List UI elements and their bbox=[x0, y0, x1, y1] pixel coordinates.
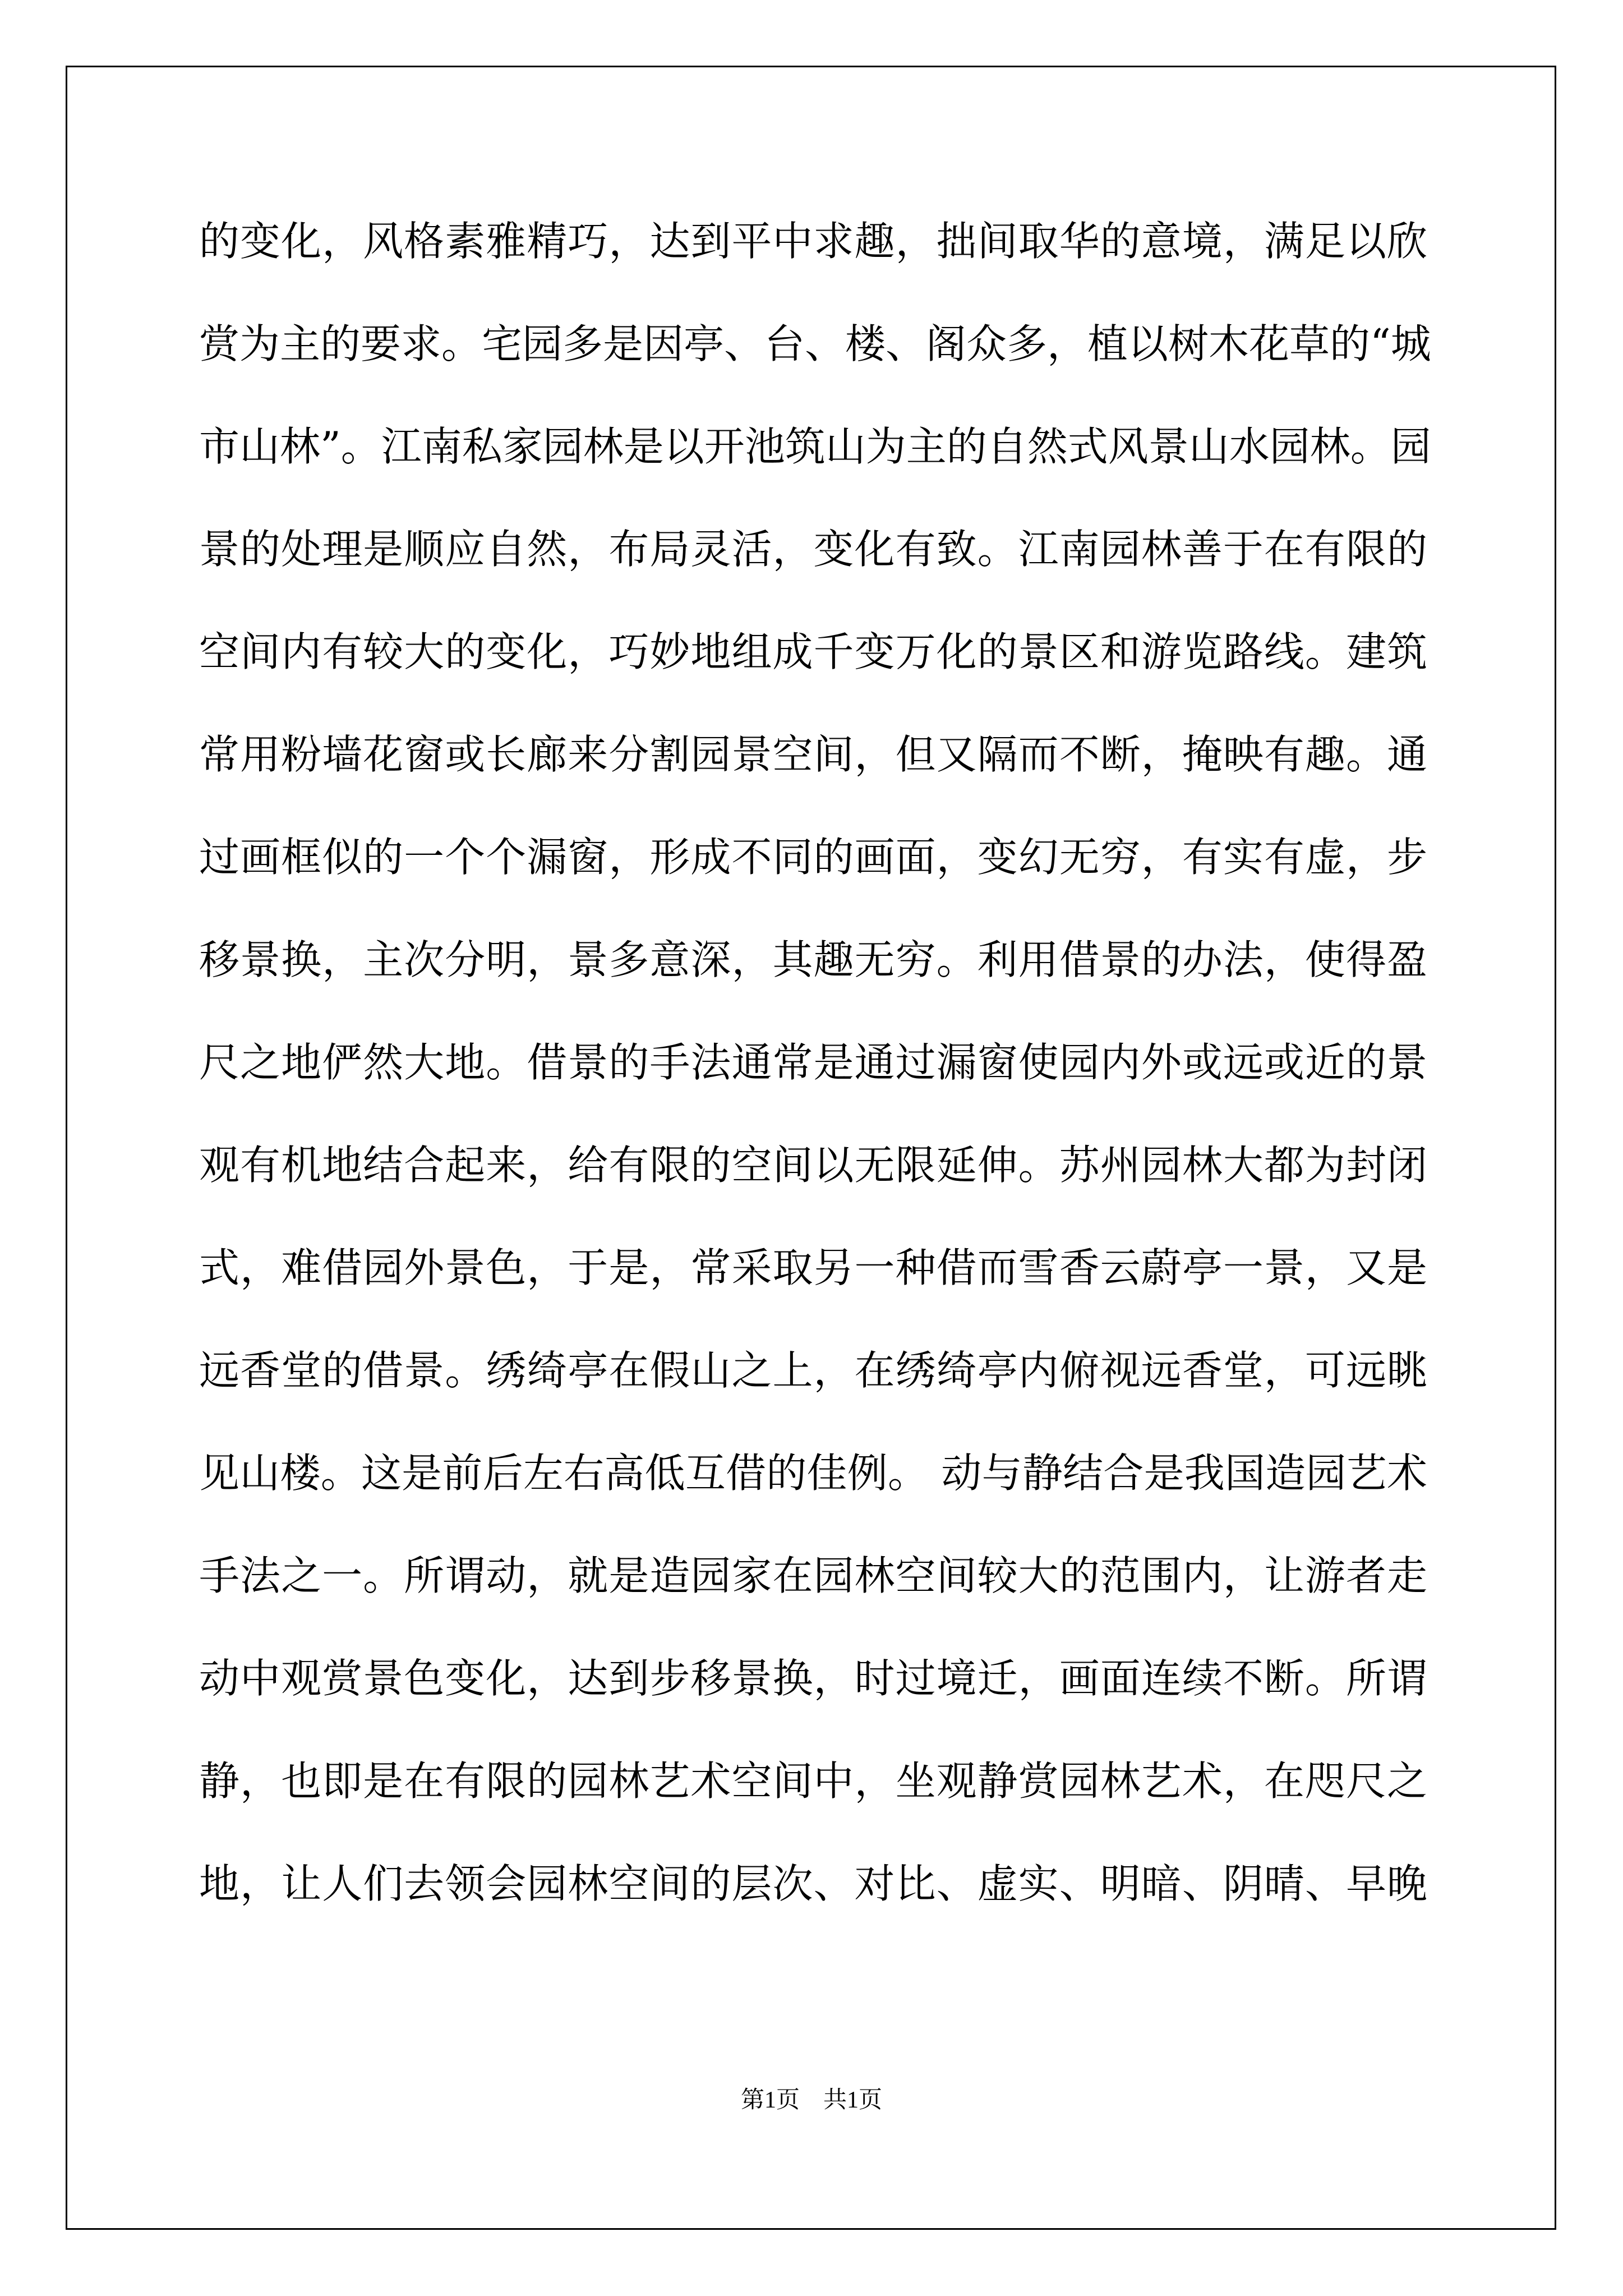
text-line-7: 过画框似的一个个漏窗，形成不同的画面，变幻无穷，有实有虚，步 bbox=[199, 834, 1427, 881]
text-line-17: 地，让人们去领会园林空间的层次、对比、虚实、明暗、阴晴、早晚 bbox=[199, 1860, 1427, 1907]
text-line-8: 移景换，主次分明，景多意深，其趣无穷。利用借景的办法，使得盈 bbox=[199, 936, 1427, 983]
text-line-2: 赏为主的要求。宅园多是因亭、台、楼、阁众多，植以树木花草的“城 bbox=[199, 320, 1431, 367]
text-line-15: 动中观赏景色变化，达到步移景换，时过境迁，画面连续不断。所谓 bbox=[199, 1655, 1427, 1702]
page-footer: 第1页 共1页 bbox=[740, 2087, 882, 2113]
text-line-3: 市山林”。江南私家园林是以开池筑山为主的自然式风景山水园林。园 bbox=[199, 423, 1431, 470]
text-line-4: 景的处理是顺应自然，布局灵活，变化有致。江南园林善于在有限的 bbox=[199, 526, 1427, 573]
text-line-9: 尺之地俨然大地。借景的手法通常是通过漏窗使园内外或远或近的景 bbox=[199, 1039, 1427, 1086]
text-line-5: 空间内有较大的变化，巧妙地组成千变万化的景区和游览路线。建筑 bbox=[199, 628, 1427, 675]
text-line-6: 常用粉墙花窗或长廊来分割园景空间，但又隔而不断，掩映有趣。通 bbox=[199, 731, 1427, 778]
text-line-1: 的变化，风格素雅精巧，达到平中求趣，拙间取华的意境，满足以欣 bbox=[199, 218, 1427, 265]
body-text bbox=[199, 210, 1431, 1955]
text-line-11: 式，难借园外景色，于是，常采取另一种借而雪香云蔚亭一景，又是 bbox=[199, 1244, 1427, 1291]
text-line-14: 手法之一。所谓动，就是造园家在园林空间较大的范围内，让游者走 bbox=[199, 1552, 1427, 1599]
text-line-13: 见山楼。这是前后左右高低互借的佳例。 动与静结合是我国造园艺术 bbox=[199, 1450, 1427, 1497]
text-line-12: 远香堂的借景。绣绮亭在假山之上，在绣绮亭内俯视远香堂，可远眺 bbox=[199, 1347, 1427, 1394]
text-line-10: 观有机地结合起来，给有限的空间以无限延伸。苏州园林大都为封闭 bbox=[199, 1142, 1427, 1189]
text-line-16: 静，也即是在有限的园林艺术空间中，坐观静赏园林艺术，在咫尺之 bbox=[199, 1757, 1427, 1805]
